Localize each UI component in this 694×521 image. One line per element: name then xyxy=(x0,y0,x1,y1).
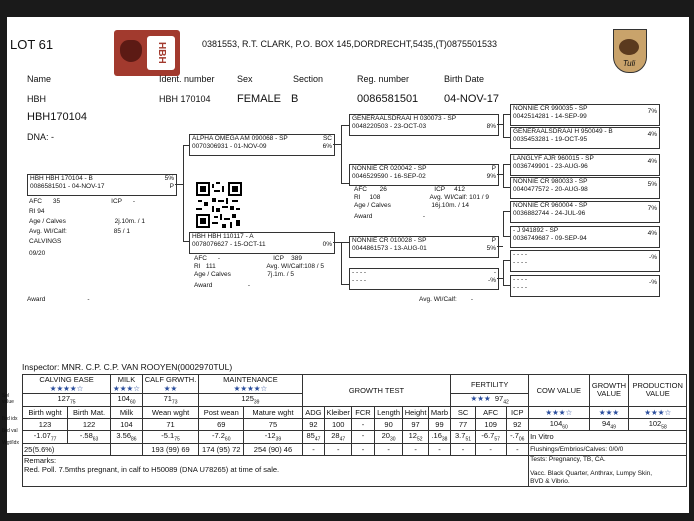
val-cell: $3.7_{51}$ xyxy=(451,431,476,444)
growth-value-stars: ★★★ xyxy=(589,406,629,418)
gen4-box: - - - - - - - - -% xyxy=(510,275,660,297)
gen4-box: GENERAALSDRAAI H 950049 - B 0035453281 - 19-OCT-95 4% xyxy=(510,127,660,149)
wgt-cell: 254 (90) 46 xyxy=(244,443,302,455)
performance-table xyxy=(22,374,687,487)
label-sex: Sex xyxy=(237,74,253,84)
val-cell: $-6.7_{57}$ xyxy=(475,431,506,444)
val-cell: $-5.1_{75}$ xyxy=(142,431,198,444)
production-value-stars: ★★★☆ xyxy=(629,406,687,418)
sel-milk: $104_{60}$ xyxy=(111,394,143,407)
val-cell: $-7.2_{60}$ xyxy=(199,431,244,444)
idx-cell: 77 xyxy=(451,418,476,431)
val-cell: $-.7_{06}$ xyxy=(506,431,529,444)
animal-sex: FEMALE xyxy=(237,93,282,105)
remarks-label: Remarks: xyxy=(24,455,57,465)
lot-sheet xyxy=(2,17,689,513)
hbh-logo xyxy=(114,30,180,76)
val-cell: - xyxy=(352,431,375,444)
group-cow-value: COW VALUE xyxy=(529,375,589,407)
group-calving-ease: CALVING EASE ★★★★☆ xyxy=(23,375,111,394)
sire-box: ALPHA OMEGA AM 090068 - SP SC 0070306931 - 01-NOV-09 6% xyxy=(189,134,335,156)
val-cell: $-12_{39}$ xyxy=(244,431,302,444)
sire-sire-box: GENERAALSDRAAI H 030073 - SP 0048220503 - 23-OCT-03 8% xyxy=(349,114,499,136)
sire-dam-details: AFC 26 ICP 412 RI 108 Avg. WI/Calf: 101 / 9 Age / Calves 16j.10m. / 14 Award - xyxy=(354,186,489,220)
wgt-cell: - xyxy=(325,443,352,455)
val-cell: $-.58_{63}$ xyxy=(68,431,111,444)
col-header: ADG xyxy=(302,406,325,418)
idx-cell: 122 xyxy=(68,418,111,431)
cow-head-icon xyxy=(619,39,639,55)
val-cell: $20_{30}$ xyxy=(374,431,403,444)
tuli-logo: Tuli xyxy=(611,23,647,75)
wgt-cell: - xyxy=(302,443,325,455)
sel-calving-ease: $127_{75}$ xyxy=(23,394,111,407)
sel-maintenance: $125_{39}$ xyxy=(199,394,302,407)
gen4-box: - - - - - - - - -% xyxy=(510,250,660,272)
subject-award: Award - xyxy=(27,296,90,303)
animal-ident: HBH 170104 xyxy=(159,94,211,104)
cow-value-sel: $104_{60}$ xyxy=(529,418,589,431)
side-label-sel: Sel value xyxy=(2,393,14,405)
group-calf-growth: CALF GRWTH. ★★ xyxy=(142,375,198,394)
lot-number: LOT 61 xyxy=(10,37,54,52)
side-label-brd-idx: Brd idx xyxy=(2,416,18,422)
cow-value-stars: ★★★☆ xyxy=(529,406,589,418)
label-name: Name xyxy=(27,74,52,84)
val-cell: $.16_{38}$ xyxy=(428,431,451,444)
dam-box: HBH HBH 110117 - A 0078076627 - 15-OCT-11 0% xyxy=(189,232,335,254)
col-header: Marb xyxy=(428,406,451,418)
col-header: Birth Mat. xyxy=(68,406,111,418)
col-header: Kleiber xyxy=(326,407,350,417)
idx-cell: 100 xyxy=(325,418,352,431)
wgt-cell: - xyxy=(506,443,529,455)
idx-cell: 123 xyxy=(23,418,68,431)
label-section: Section xyxy=(293,74,324,84)
in-vitro: In Vitro xyxy=(529,431,687,444)
dam-details: AFC - ICP 389 RI 111 Avg. WI/Calf:108 / 5 Age / Calves 7j.1m. / 5 Award - xyxy=(194,255,324,289)
subject-box: HBH HBH 170104 - B 5% 0086581501 - 04-NOV-17 P xyxy=(27,174,177,196)
idx-cell: 75 xyxy=(244,418,302,431)
col-header: Post wean xyxy=(199,406,244,418)
idx-cell: 92 xyxy=(302,418,325,431)
group-fertility: FERTILITY xyxy=(451,375,529,394)
label-reg: Reg. number xyxy=(357,74,410,84)
group-growth-value: GROWTH VALUE xyxy=(589,375,629,407)
idx-cell: 109 xyxy=(475,418,506,431)
flushings: Flushings/Embrios/Calves: 0/0/0 xyxy=(529,443,687,455)
dam-dam-box: - - - - - - - - - -% xyxy=(349,268,499,290)
gen4-box: - J 941892 - SP 0036749687 - 09-SEP-94 4% xyxy=(510,226,660,248)
label-birth: Birth Date xyxy=(444,74,485,84)
val-cell: $28_{47}$ xyxy=(325,431,352,444)
group-growth-test: GROWTH TEST xyxy=(302,375,451,407)
group-maintenance: MAINTENANCE ★★★★☆ xyxy=(199,375,302,394)
wgt-cell: 174 (95) 72 xyxy=(199,443,244,455)
idx-cell: 69 xyxy=(199,418,244,431)
sel-fertility: ★★★ $97_{42}$ xyxy=(451,394,529,407)
val-cell: $-1.07_{77}$ xyxy=(23,431,68,444)
wgt-cell: 193 (99) 69 xyxy=(142,443,198,455)
side-label-wgt: Wgt/Idx xyxy=(2,440,19,446)
wgt-cell xyxy=(111,443,143,455)
animal-tag: HBH170104 xyxy=(27,111,87,123)
side-label-brd-val: Brd val xyxy=(2,428,18,434)
remarks-text: Red. Poll. 7.5mths pregnant, in calf to H50089 (DNA U78265) at time of sale. xyxy=(24,464,280,474)
dna-status: DNA: - xyxy=(27,132,54,142)
idx-cell: 97 xyxy=(403,418,428,431)
val-cell: $3.56_{86}$ xyxy=(111,431,143,444)
col-header: Wean wght xyxy=(142,406,198,418)
maintenance-stars: ★★★★☆ xyxy=(233,384,268,393)
gen4-box: NONNIE CR 960004 - SP 0036882744 - 24-JUL-96 7% xyxy=(510,201,660,223)
label-ident: Ident. number xyxy=(159,74,215,84)
calf-growth-stars: ★★ xyxy=(163,384,178,393)
wgt-cell: - xyxy=(403,443,428,455)
inspector: Inspector: MNR. C.P. C.P. VAN ROOYEN(0002970TUL) xyxy=(22,362,233,372)
col-header: FCR xyxy=(352,406,375,418)
growth-value-sel: $94_{49}$ xyxy=(589,418,629,431)
logo-text: HBH xyxy=(147,36,175,70)
gen4-box: NONNIE CR 980033 - SP 0040477572 - 20-AUG-98 5% xyxy=(510,177,660,199)
col-header: SC xyxy=(451,406,476,418)
idx-cell: 71 xyxy=(142,418,198,431)
subject-details: AFC 35 ICP - RI 94 Age / Calves 2j.10m. / 1 Avg. WI/Calf: 85 / 1 CALVINGS 09/20 xyxy=(29,198,145,257)
milk-stars: ★★★☆ xyxy=(113,384,140,393)
col-header: Milk xyxy=(111,406,143,418)
owner-details: 0381553, R.T. CLARK, P.O. BOX 145,DORDRECHT,5435,(T)0875501533 xyxy=(202,39,497,49)
col-header: ICP xyxy=(506,406,529,418)
sire-dam-box: NONNIE CR 020042 - SP P 0046529590 - 16-SEP-02 9% xyxy=(349,164,499,186)
col-header: Length xyxy=(374,406,403,418)
idx-cell: 92 xyxy=(506,418,529,431)
val-cell: $85_{47}$ xyxy=(302,431,325,444)
dam-dam-wi: Avg. WI/Calf: - xyxy=(419,296,473,303)
wgt-cell: - xyxy=(428,443,451,455)
fertility-stars: ★★★ xyxy=(470,394,491,403)
idx-cell: - xyxy=(352,418,375,431)
idx-cell: 99 xyxy=(428,418,451,431)
animal-reg: 0086581501 xyxy=(357,93,419,105)
tests-cell: Tests: Pregnancy, TB, CA. Vacc. Black Quarter, Anthrax, Lumpy Skin, BVD & Vibrio. xyxy=(529,455,687,486)
calving-ease-stars: ★★★★☆ xyxy=(49,384,84,393)
sel-calf-growth: $71_{73}$ xyxy=(142,394,198,407)
animal-birth: 04-NOV-17 xyxy=(444,93,500,105)
col-header: Height xyxy=(404,407,427,417)
wgt-cell: - xyxy=(352,443,375,455)
remarks-cell xyxy=(23,455,529,486)
idx-cell: 90 xyxy=(374,418,403,431)
wgt-cell: - xyxy=(475,443,506,455)
animal-section: B xyxy=(291,93,299,105)
gen4-box: LANGLYF AJR 960015 - SP 0036749901 - 23-AUG-96 4% xyxy=(510,154,660,176)
group-production-value: PRODUCTION VALUE xyxy=(629,375,687,407)
wgt-cell: - xyxy=(374,443,403,455)
val-cell: $12_{52}$ xyxy=(403,431,428,444)
gen4-box: NONNIE CR 990035 - SP 0042514281 - 14-SEP-99 7% xyxy=(510,104,660,126)
col-header: Mature wght xyxy=(244,406,302,418)
bull-head-icon xyxy=(120,40,142,62)
col-header: AFC xyxy=(475,406,506,418)
wgt-cell: 25(5.6%) xyxy=(23,443,111,455)
dam-sire-box: NONNIE CR 010028 - SP P 0044861573 - 13-AUG-01 5% xyxy=(349,236,499,258)
qr-code xyxy=(196,182,242,228)
wgt-cell: - xyxy=(451,443,476,455)
group-milk: MILK ★★★☆ xyxy=(111,375,143,394)
col-header: Birth wght xyxy=(23,406,68,418)
idx-cell: 104 xyxy=(111,418,143,431)
animal-name: HBH xyxy=(27,94,47,104)
production-value-sel: $102_{58}$ xyxy=(629,418,687,431)
